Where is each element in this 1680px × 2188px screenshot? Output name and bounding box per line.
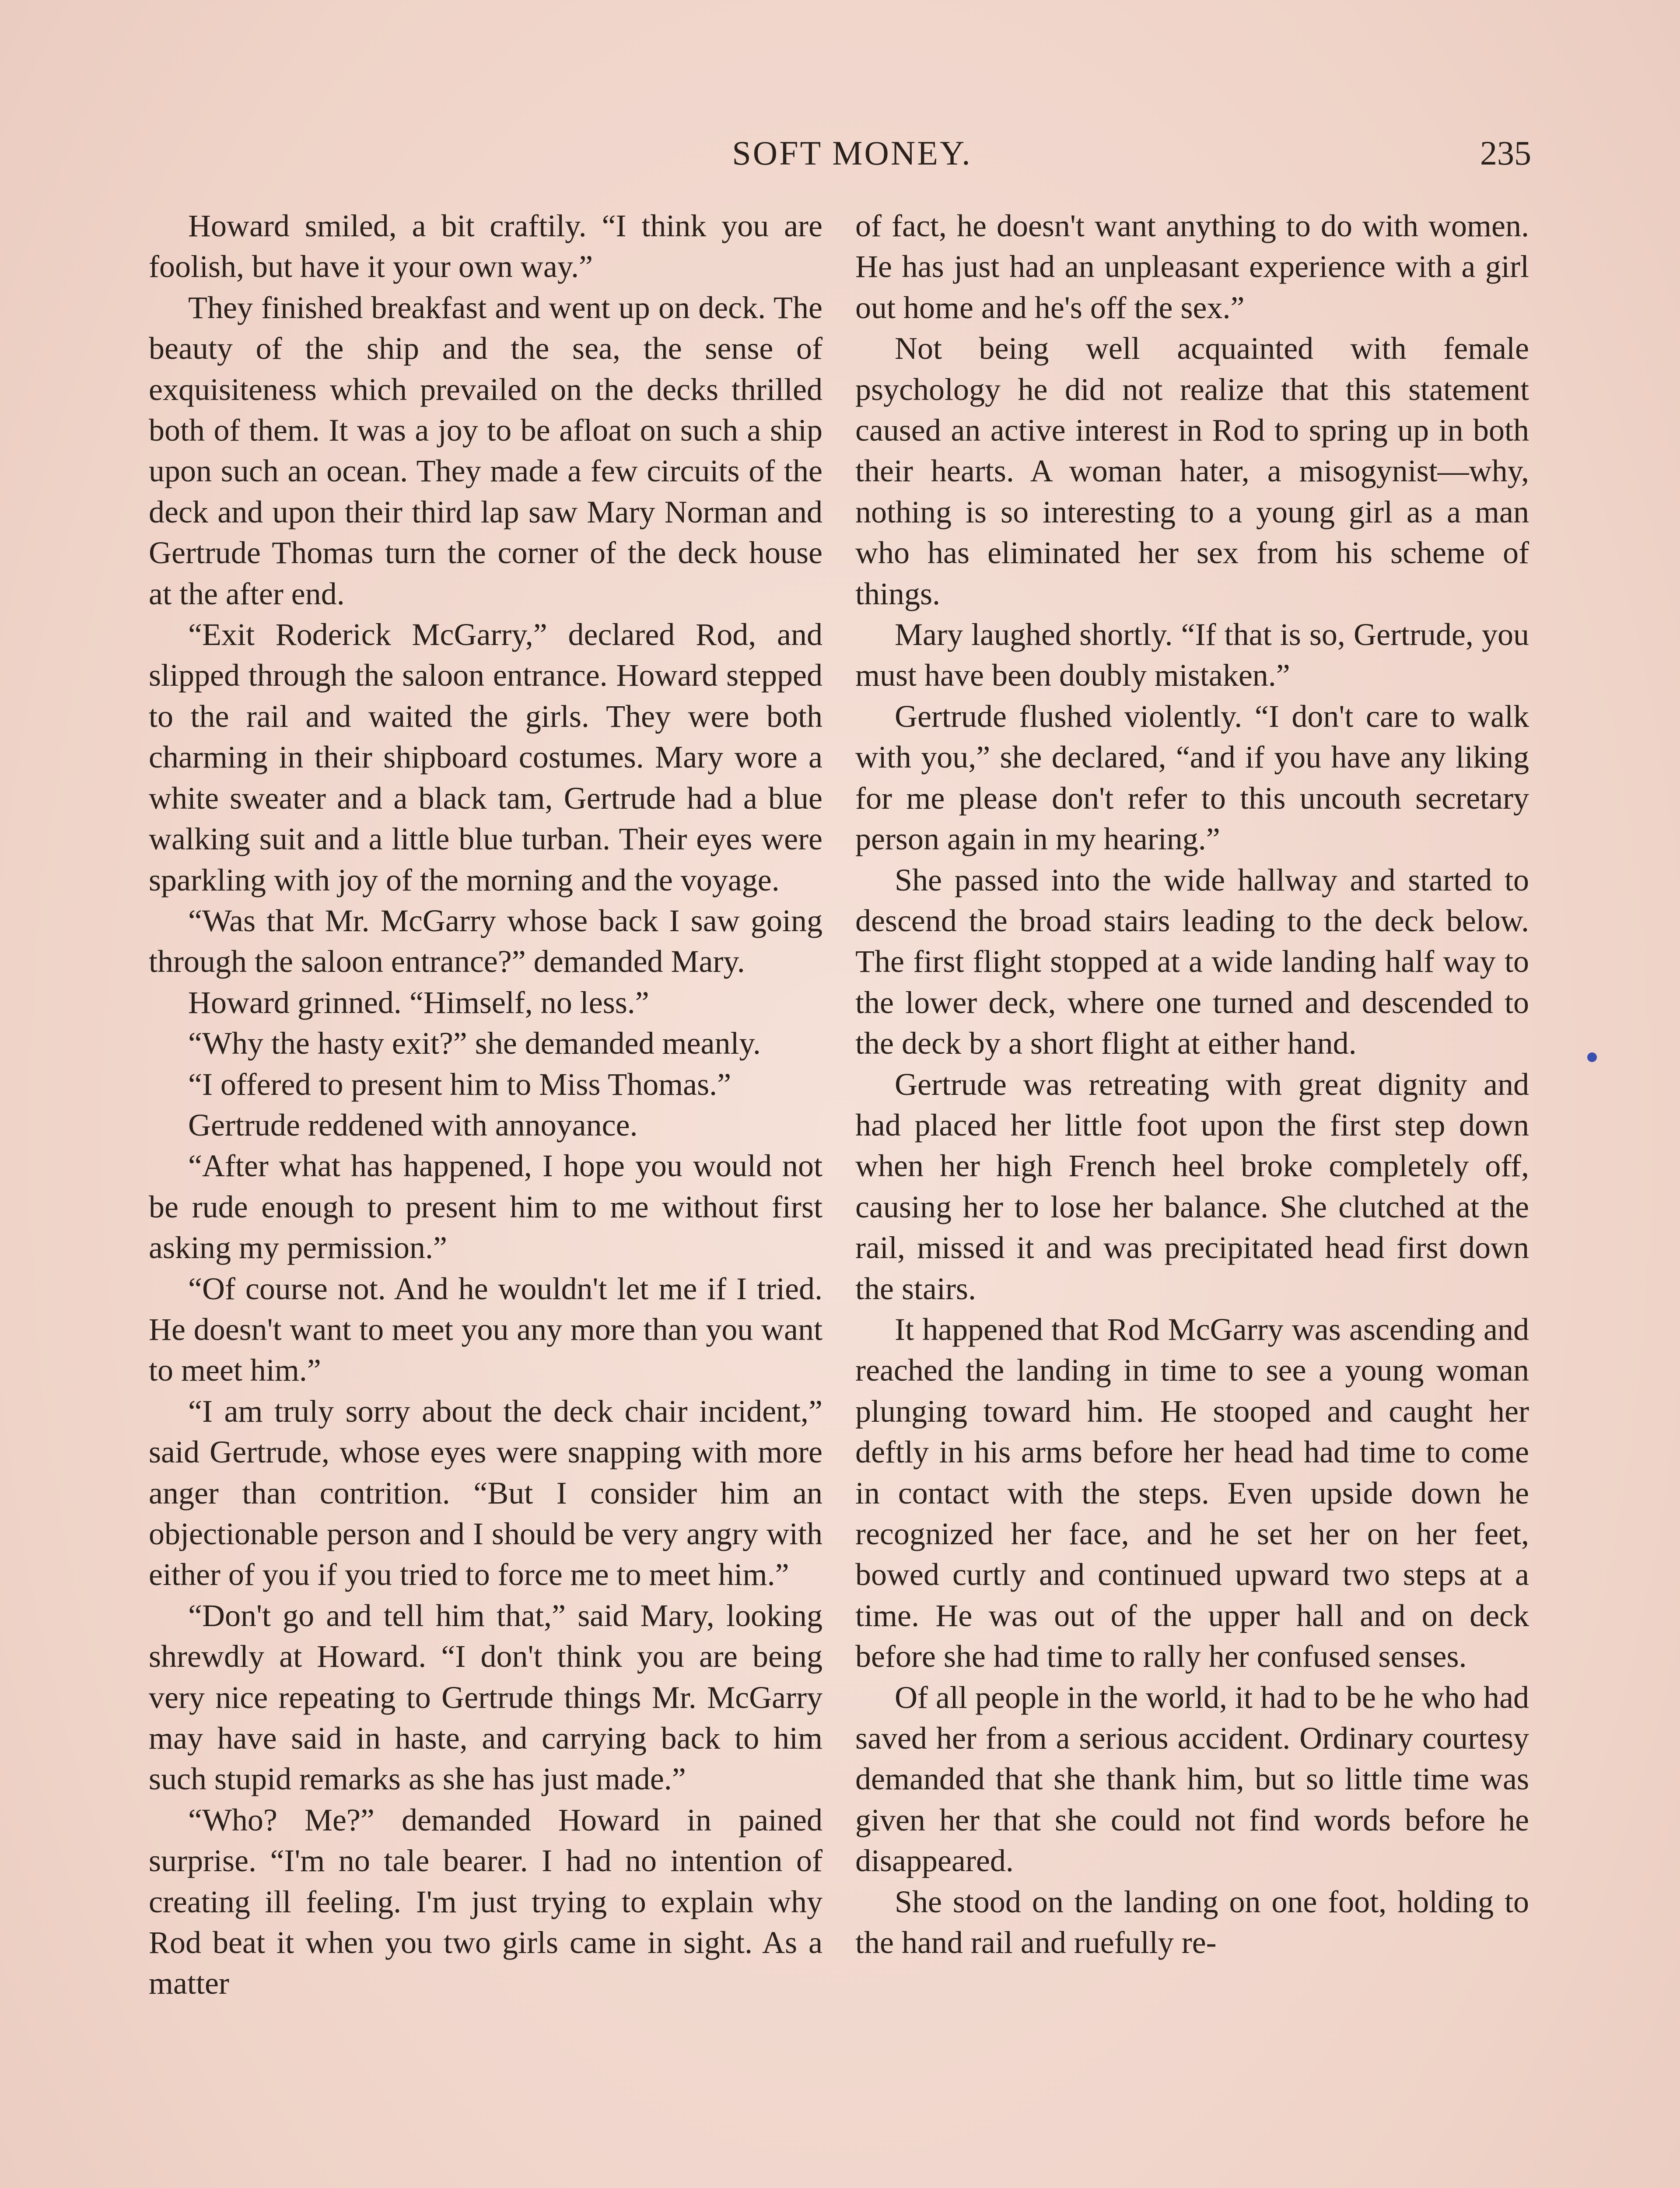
running-title: SOFT MONEY. — [732, 134, 972, 172]
paragraph: She stood on the landing on one foot, holding to the hand rail and ruefully re- — [855, 1884, 1529, 1960]
paragraph: Gertrude reddened with annoyance. — [188, 1107, 638, 1143]
paragraph: “Don't go and tell him that,” said Mary, looking shrewdly at Howard. “I don't think you are being very nice repeating to Gertrude things Mr. McGarry may have said in haste, and carrying back to him such stupid remarks as she has just made.” — [149, 1598, 822, 1797]
paragraph: They finished breakfast and went up on deck. The beauty of the ship and the sea, the sense of exquisiteness which prevailed on the decks thrilled both of them. It was a joy to be afloat on such a ship upon such an ocean. They made a few circuits of the deck and upon their third lap saw Mary Norman and Gertrude Thomas turn the corner of the deck house at the after end. — [149, 290, 822, 611]
paragraph: “I offered to present him to Miss Thomas.” — [188, 1066, 732, 1102]
paragraph: “Exit Roderick McGarry,” declared Rod, and slipped through the saloon entrance. Howard stepped to the rail and waited the girls. They were both charming in their shipboard costumes. Mary wore a white sweater and a black tam, Gertrude had a blue walking suit and a little blue turban. Their eyes were sparkling with joy of the morning and the voyage. — [149, 617, 822, 898]
paragraph: “I am truly sorry about the deck chair incident,” said Gertrude, whose eyes were snapping with more anger than contrition. “But I consider him an objectionable person and I should be very angry with either of you if you tried to force me to meet him.” — [149, 1393, 822, 1592]
paragraph: It happened that Rod McGarry was ascending and reached the landing in time to see a young woman plunging toward him. He stooped and caught her deftly in his arms before her head had time to come in contact with the steps. Even upside down he recognized her face, and he set her on her feet, bowed curtly and continued upward two steps at a time. He was out of the upper hall and on deck before she had time to rally her confused senses. — [855, 1311, 1529, 1674]
paragraph: Gertrude flushed violently. “I don't care to walk with you,” she declared, “and if you have any liking for me please don't refer to this uncouth secretary person again in my hearing.” — [855, 698, 1529, 857]
paragraph-continuation: of fact, he doesn't want anything to do with women. He has just had an unpleasant experience with a girl out home and he's off the sex.” — [855, 208, 1529, 325]
paragraph: She passed into the wide hallway and started to descend the broad stairs leading to the deck below. The first flight stopped at a wide landing half way to the lower deck, where one turned and descended to the deck by a short flight at either hand. — [855, 862, 1529, 1061]
paragraph: “Of course not. And he wouldn't let me if I tried. He doesn't want to meet you any more than you want to meet him.” — [149, 1271, 822, 1388]
paragraph: “Why the hasty exit?” she demanded meanly. — [188, 1026, 761, 1061]
paragraph: “After what has happened, I hope you would not be rude enough to present him to me without first asking my permission.” — [149, 1148, 822, 1266]
paragraph: Of all people in the world, it had to be he who had saved her from a serious accident. Ordinary courtesy demanded that she thank him, but so little time was given her that she could not find words before he disappeared. — [855, 1680, 1529, 1879]
paragraph: Gertrude was retreating with great dignity and had placed her little foot upon the first step down when her high French heel broke completely off, causing her to lose her balance. She clutched at the rail, missed it and was precipitated head first down the stairs. — [855, 1066, 1529, 1306]
page-header — [173, 129, 1531, 182]
paragraph: Not being well acquainted with female psychology he did not realize that this statement caused an active interest in Rod to spring up in both their hearts. A woman hater, a misogynist—why, nothing is so interesting to a young girl as a man who has eliminated her sex from his scheme of things. — [855, 331, 1529, 611]
right-column — [855, 206, 1529, 2188]
paragraph: “Who? Me?” demanded Howard in pained surprise. “I'm no tale bearer. I had no intention of creating ill feeling. I'm just trying to explain why Rod beat it when you two girls came in sight. As a matter — [149, 1802, 822, 2001]
ink-dot — [1587, 1052, 1597, 1062]
left-column — [149, 206, 822, 2188]
paragraph: “Was that Mr. McGarry whose back I saw going through the saloon entrance?” demanded Mary. — [149, 903, 822, 979]
paragraph: Howard grinned. “Himself, no less.” — [188, 985, 649, 1020]
page-number: 235 — [1480, 134, 1531, 172]
paragraph: Mary laughed shortly. “If that is so, Gertrude, you must have been doubly mistaken.” — [855, 617, 1529, 693]
paragraph: Howard smiled, a bit craftily. “I think you are foolish, but have it your own way.” — [149, 208, 822, 284]
